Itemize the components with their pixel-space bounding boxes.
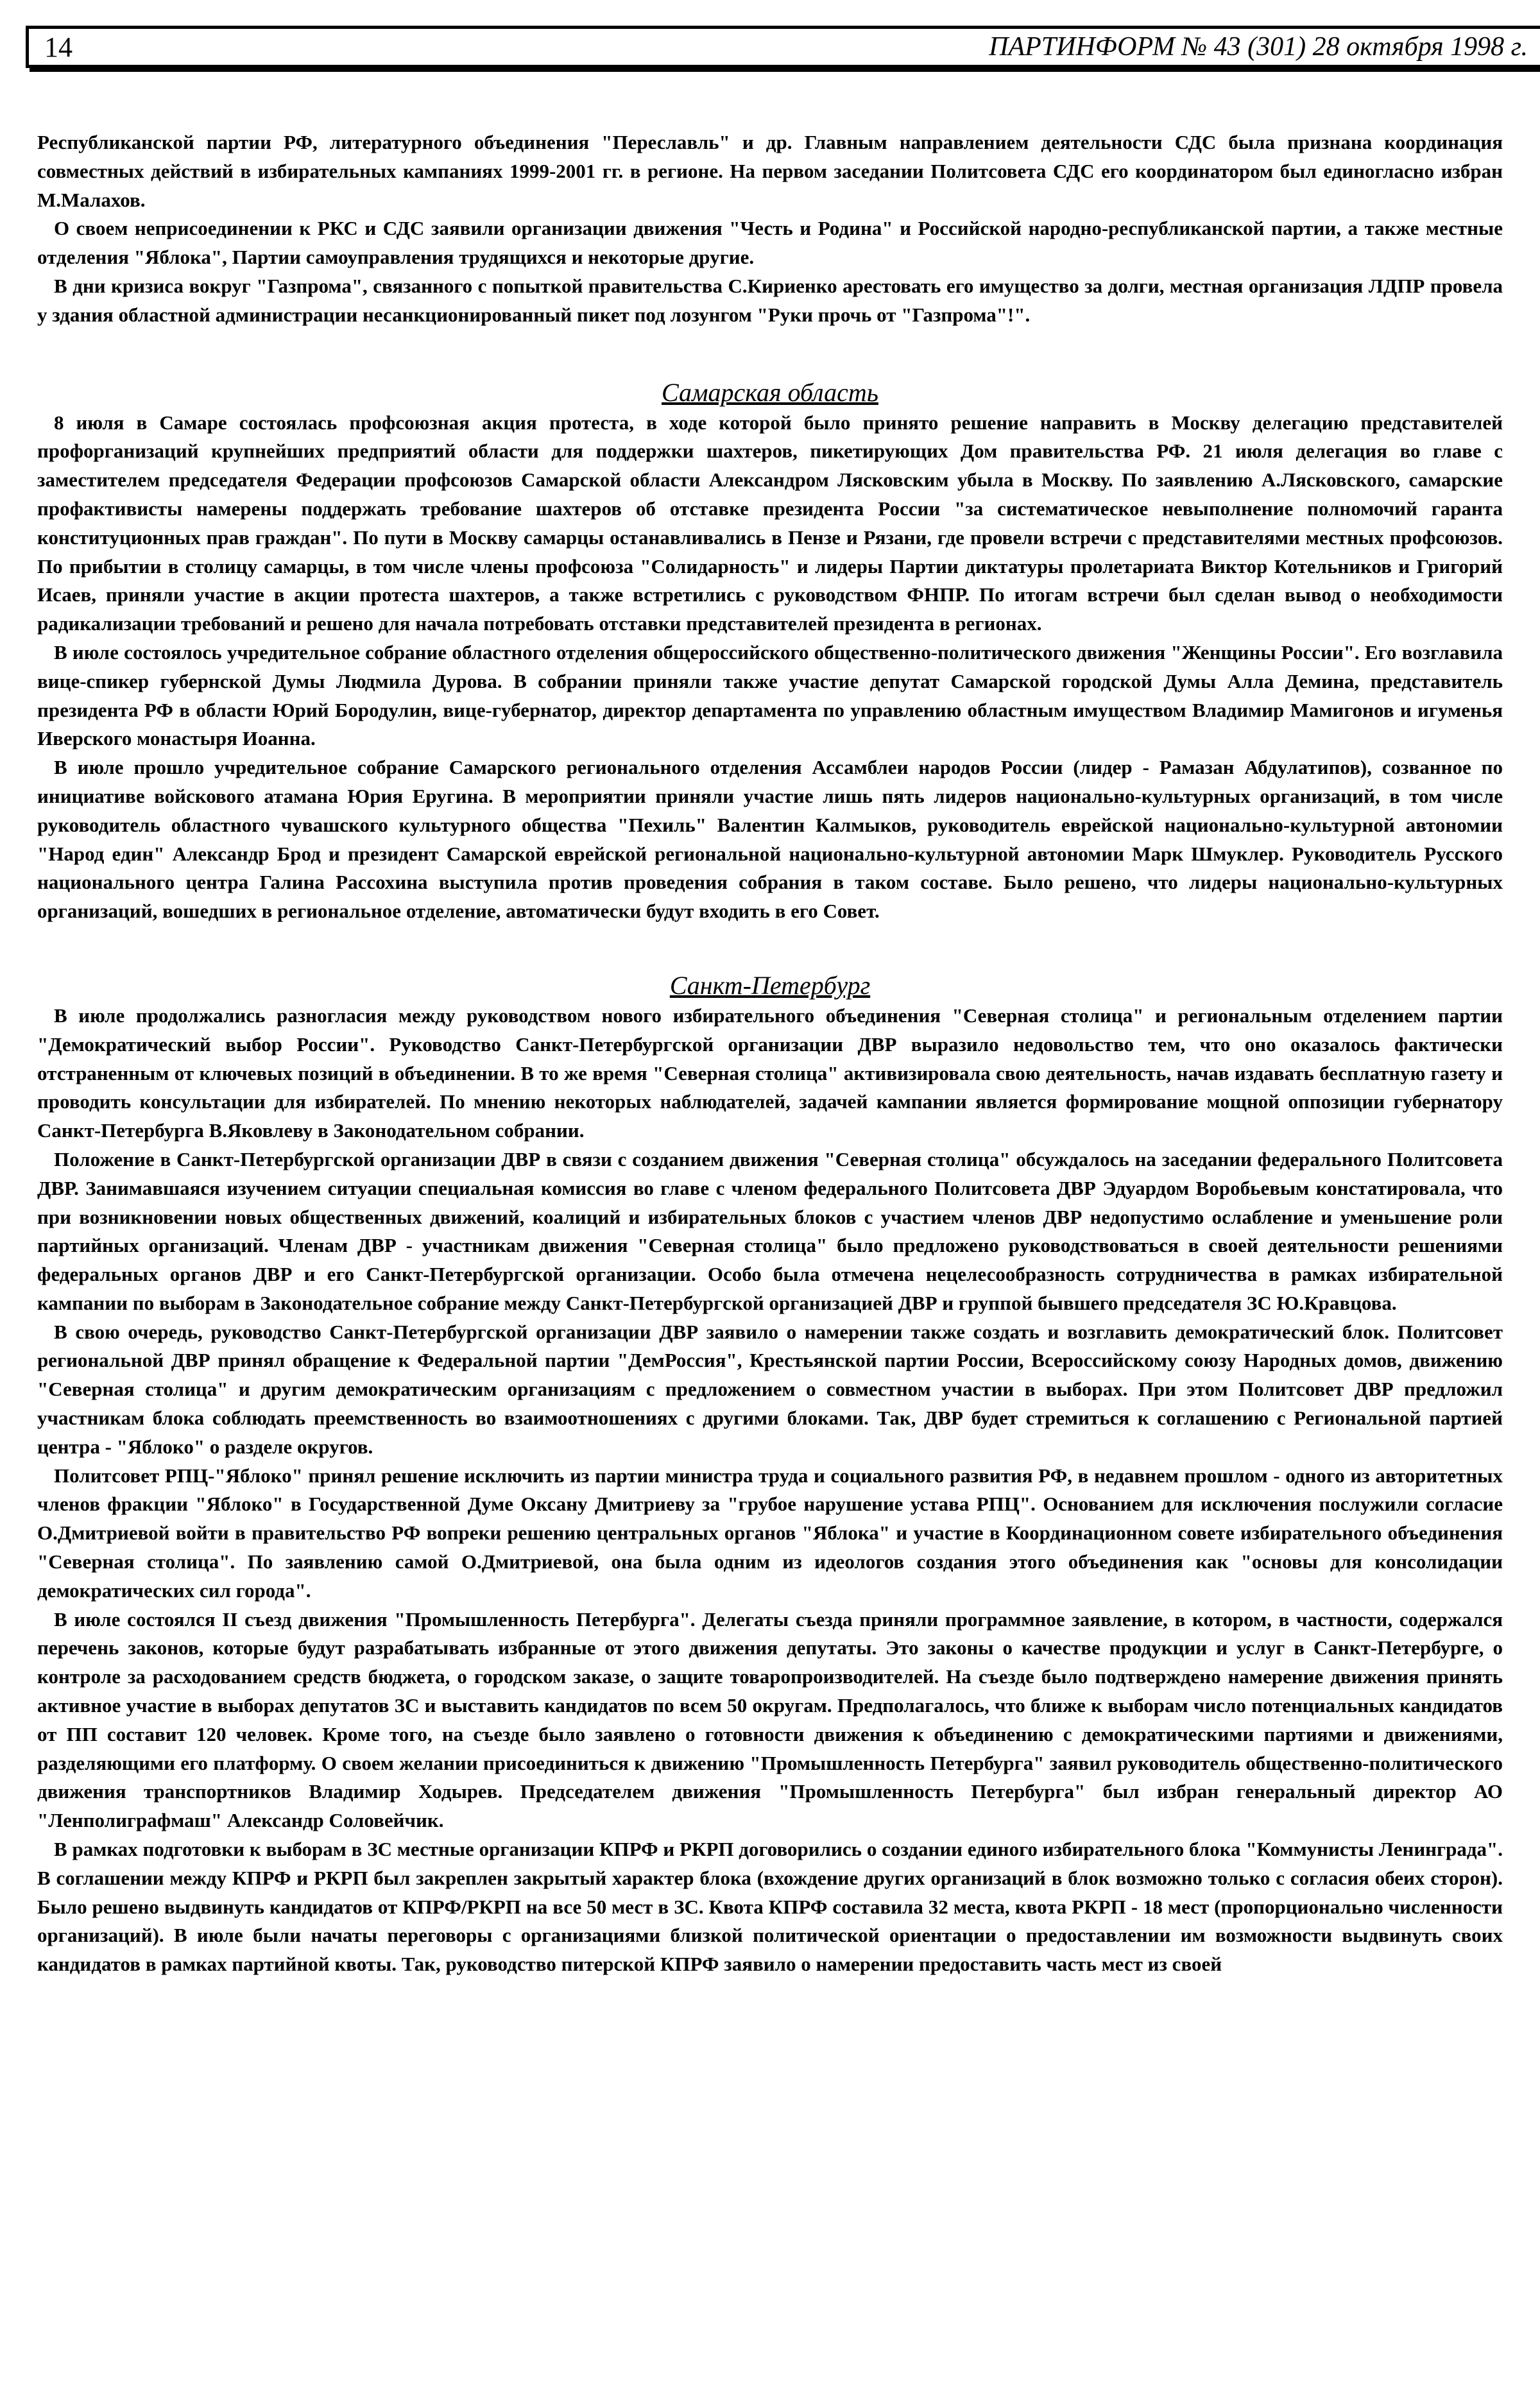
intro-paragraph-2: О своем неприсоединении к РКС и СДС заявили организации движения "Честь и Родина" и Российской народно-республиканской партии, а также местные отделения "Яблока", Партии самоуправления трудящихся и некоторые другие. (37, 217, 1503, 269)
samara-paragraph-1: 8 июля в Самаре состоялась профсоюзная акция протеста, в ходе которой было принято решение направить в Москву делегацию представителей профорганизаций крупнейших предприятий области для поддержки шахтеров, пикетирующих Дом правительства РФ. 21 июля делегация во главе с заместителем председателя Федерации профсоюзов Самарской области Александром Лясковским убыла в Москву. По заявлению А.Лясковского, самарские профактивисты намерены поддержать требование шахтеров об отставке президента России "за систематическое невыполнение полномочий гаранта конституционных прав граждан". По пути в Москву самарцы останавливались в Пензе и Рязани, где провели встречи с представителями местных профсоюзов. По прибытии в столицу самарцы, в том числе члены профсоюза "Солидарность" и лидеры Партии диктатуры пролетариата Виктор Котельников и Григорий Исаев, приняли участие в акции протеста шахтеров, а также встретились с руководством ФНПР. По итогам встречи был сделан вывод о необходимости радикализации требований и решено для начала потребовать отставки представителей президента в регионах. (37, 411, 1503, 635)
spb-paragraph-2: Положение в Санкт-Петербургской организации ДВР в связи с созданием движения "Северная столица" обсуждалось на заседании федерального Политсовета ДВР. Занимавшаяся изучением ситуации специальная комиссия во главе с членом федерального Политсовета ДВР Эдуардом Воробьевым констатировала, что при возникновении новых общественных движений, коалиций и избирательных блоков с участием членов ДВР недопустимо ослабление и уменьшение роли партийных организаций. Членам ДВР - участникам движения "Северная столица" было предложено руководствоваться в своей деятельности решениями федеральных органов ДВР и его Санкт-Петербургской организации. Особо была отмечена нецелесообразность сотрудничества в рамках избирательной кампании по выборам в Законодательное собрание между Санкт-Петербургской организацией ДВР и группой бывшего председателя ЗС Ю.Кравцова. (37, 1147, 1503, 1314)
spb-paragraph-3: В свою очередь, руководство Санкт-Петербургской организации ДВР заявило о намерении также создать и возглавить демократический блок. Политсовет региональной ДВР принял обращение к Федеральной партии "ДемРоссия", Крестьянской партии России, Всероссийскому союзу Народных домов, движению "Северная столица" и другим демократическим организациям с предложением о совместном участии в выборах. При этом Политсовет ДВР предложил участникам блока соблюдать преемственность во взаимоотношениях с другими блоками. Так, ДВР будет стремиться к соглашению с Региональной партией центра - "Яблоко" о разделе округов. (37, 1320, 1503, 1458)
intro-paragraph-3: В дни кризиса вокруг "Газпрома", связанного с попыткой правительства С.Кириенко арестовать его имущество за долги, местная организация ЛДПР провела у здания областной администрации несанкционированный пикет под лозунгом "Руки прочь от "Газпрома"!". (37, 274, 1503, 326)
page-header (26, 26, 1540, 68)
publication-title: ПАРТИНФОРМ № 43 (301) 28 октября 1998 г. (989, 32, 1528, 62)
page-number: 14 (44, 31, 73, 63)
spb-paragraph-1: В июле продолжались разногласия между руководством нового избирательного объединения "Северная столица" и региональным отделением партии "Демократический выбор России". Руководство Санкт-Петербургской организации ДВР выразило недовольство тем, что оно оказалось фактически отстраненным от ключевых позиций в объединении. В то же время "Северная столица" активизировала свою деятельность, начав издавать бесплатную газету и проводить консультации для избирателей. По мнению некоторых наблюдателей, задачей кампании является формирование мощной оппозиции губернатору Санкт-Петербурга В.Яковлеву в Законодательном собрании. (37, 1004, 1503, 1142)
spb-paragraph-5: В июле состоялся II съезд движения "Промышленность Петербурга". Делегаты съезда приняли программное заявление, в котором, в частности, содержался перечень законов, которые будут разрабатывать избранные от этого движения депутаты. Это законы о качестве продукции и услуг в Санкт-Петербурге, о контроле за расходованием средств бюджета, о городском заказе, о защите товаропроизводителей. На съезде было подтверждено намерение движения принять активное участие в выборах депутатов ЗС и выставить кандидатов по всем 50 округам. Предполагалось, что ближе к выборам число потенциальных кандидатов от ПП составит 120 человек. Кроме того, на съезде было заявлено о готовности движения к объединению с демократическими партиями и движениями, разделяющими его платформу. О своем желании присоединиться к движению "Промышленность Петербурга" заявил руководитель общественно-политического движения транспортников Владимир Ходырев. Председателем движения "Промышленность Петербурга" был избран генеральный директор АО "Ленполиграфмаш" Александр Соловейчик. (37, 1607, 1503, 1832)
section-title-samara: Самарская область (662, 377, 878, 407)
spb-paragraph-6: В рамках подготовки к выборам в ЗС местные организации КПРФ и РКРП договорились о создании единого избирательного блока "Коммунисты Ленинграда". В соглашении между КПРФ и РКРП был закреплен закрытый характер блока (вхождение других организаций в блок возможно только с согласия обеих сторон). Было решено выдвинуть кандидатов от КПРФ/РКРП на все 50 мест в ЗС. Квота КПРФ составила 32 места, квота РКРП - 18 мест (пропорционально численности организаций). В июле были начаты переговоры с организациями близкой политической ориентации о предоставлении им возможности выдвинуть своих кандидатов в рамках партийной квоты. Так, руководство питерской КПРФ заявило о намерении предоставить часть мест из своей (37, 1838, 1503, 1976)
spb-paragraph-4: Политсовет РПЦ-"Яблоко" принял решение исключить из партии министра труда и социального развития РФ, в недавнем прошлом - одного из авторитетных членов фракции "Яблоко" в Государственной Думе Оксану Дмитриеву за "грубое нарушение устава РПЦ". Основанием для исключения послужили согласие О.Дмитриевой войти в правительство РФ вопреки решению центральных органов "Яблока" и участие в Координационном совете избирательного объединения "Северная столица". По заявлению самой О.Дмитриевой, она была одним из идеологов создания этого объединения как "основы для консолидации демократических сил города". (37, 1464, 1503, 1602)
samara-paragraph-3: В июле прошло учредительное собрание Самарского регионального отделения Ассамблеи народов России (лидер - Рамазан Абдулатипов), созванное по инициативе войскового атамана Юрия Еругина. В мероприятии приняли участие лишь пять лидеров национально-культурных организаций, в том числе руководитель областного чувашского культурного общества "Пехиль" Валентин Калмыков, руководитель еврейской национально-культурной автономии "Народ един" Александр Брод и президент Самарской еврейской региональной национально-культурной автономии Марк Шмуклер. Руководитель Русского национального центра Галина Рассохина выступила против проведения собрания в таком составе. Было решено, что лидеры национально-культурных организаций, вошедших в региональное отделение, автоматически будут входить в его Совет. (37, 756, 1503, 923)
samara-paragraph-2: В июле состоялось учредительное собрание областного отделения общероссийского общественно-политического движения "Женщины России". Его возглавила вице-спикер губернской Думы Людмила Дурова. В собрании приняли также участие депутат Самарской городской Думы Алла Демина, представитель президента РФ в области Юрий Бородулин, вице-губернатор, директор департамента по управлению областным имуществом Владимир Мамигонов и игуменья Иверского монастыря Иоанна. (37, 640, 1503, 750)
section-title-spb: Санкт-Петербург (669, 970, 871, 1000)
article-body (37, 128, 1503, 1979)
intro-paragraph-1: Республиканской партии РФ, литературного объединения "Переславль" и др. Главным направлением деятельности СДС была признана координация совместных действий в избирательных кампаниях 1999-2001 гг. в регионе. На первом заседании Политсовета СДС его координатором был единогласно избран М.Малахов. (37, 131, 1503, 211)
